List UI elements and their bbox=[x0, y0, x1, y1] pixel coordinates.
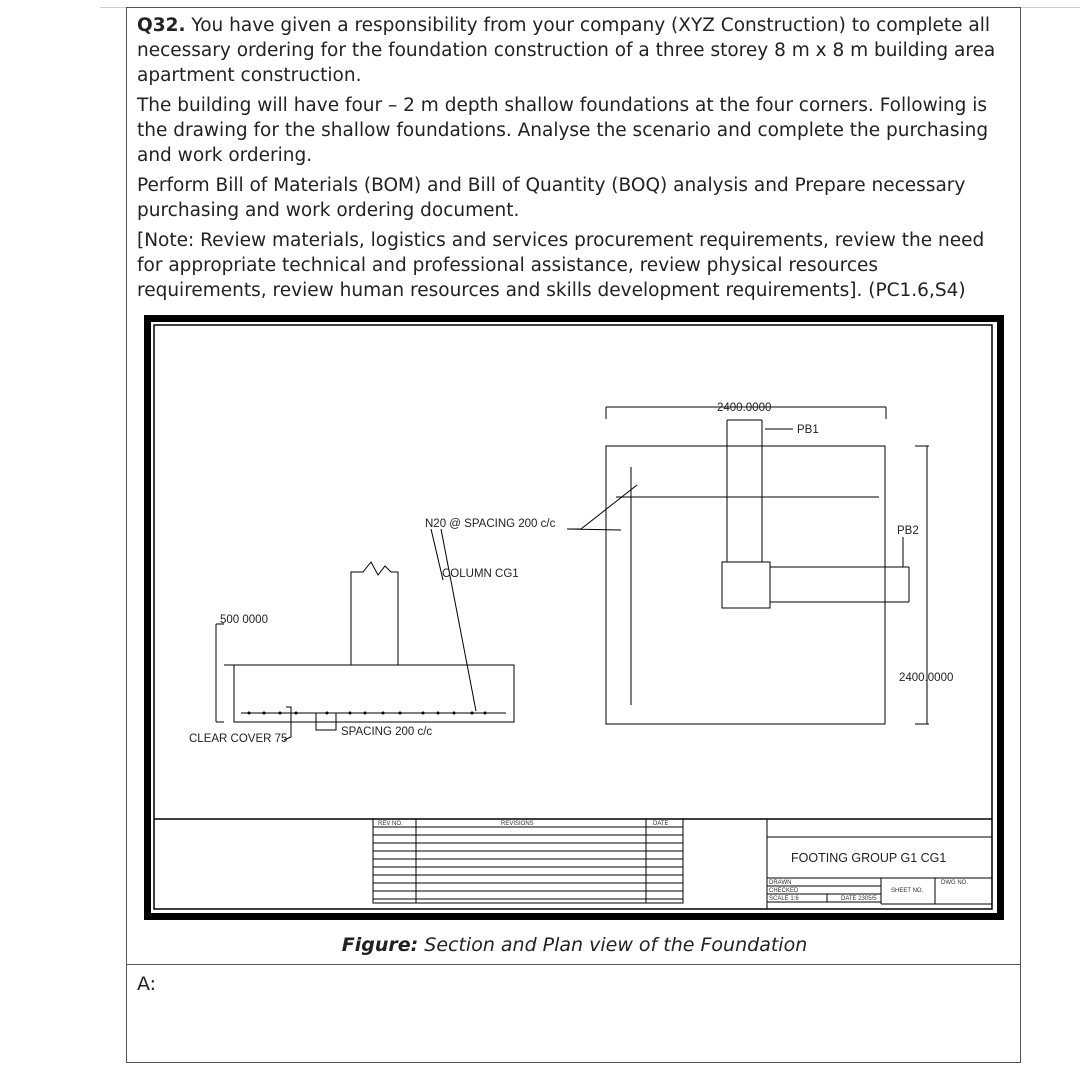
question-number: Q32. bbox=[137, 15, 186, 36]
pb1-label: PB1 bbox=[797, 424, 819, 436]
sheet-no-label: SHEET NO. bbox=[891, 888, 924, 894]
clear-cover-label: CLEAR COVER 75 bbox=[189, 733, 288, 745]
pb2-label: PB2 bbox=[897, 525, 919, 537]
question-intro: You have given a responsibility from your company (XYZ Construction) to complete all necessary ordering for the foundation construction of a three storey 8 m x 8 m building area apartment construction. bbox=[137, 15, 996, 86]
question-frame bbox=[126, 7, 1021, 1063]
revisions-header: REVISIONS bbox=[501, 821, 534, 827]
drawn-label: DRAWN bbox=[769, 880, 792, 886]
caption-prefix: Figure: bbox=[341, 934, 419, 956]
question-note: [Note: Review materials, logistics and services procurement requirements, review the need for appropriate technical and professional assistance, review physical resources requirements, review human resources and skills development requirements]. (PC1.6,S4) bbox=[137, 230, 985, 301]
question-paragraph-3: Perform Bill of Materials (BOM) and Bill of Quantity (BOQ) analysis and Prepare necessary purchasing and work ordering document. bbox=[137, 175, 966, 221]
dwg-no-label: DWG NO. bbox=[941, 880, 968, 886]
date-header: DATE bbox=[653, 821, 669, 827]
spacing-label: SPACING 200 c/c bbox=[341, 726, 433, 738]
question-paragraph-2: The building will have four – 2 m depth shallow foundations at the four corners. Following is the drawing for the shallow foundations. Analyse the scenario and complete the purchasing and work ordering. bbox=[137, 95, 989, 166]
section-view bbox=[216, 529, 514, 740]
rebar-leader bbox=[441, 529, 476, 711]
plan-height-dim: 2400.0000 bbox=[899, 672, 954, 684]
rebar-note: N20 @ SPACING 200 c/c bbox=[425, 518, 556, 530]
question-paragraph-1 bbox=[137, 13, 1007, 88]
date-value: DATE 2305/5 bbox=[841, 896, 877, 902]
inner-border bbox=[154, 325, 992, 909]
scale-label: SCALE 1:6 bbox=[769, 896, 799, 902]
rebar-note-leader bbox=[567, 485, 637, 530]
column-plan bbox=[722, 562, 770, 608]
checked-label: CHECKED bbox=[769, 888, 799, 894]
plan-view bbox=[606, 407, 929, 724]
column-label: COLUMN CG1 bbox=[442, 568, 519, 580]
rev-no-header: REV NO. bbox=[378, 821, 403, 827]
answer-label: A: bbox=[137, 973, 157, 995]
footing-plan bbox=[606, 446, 885, 724]
column-section bbox=[351, 562, 398, 665]
plan-width-dim: 2400.0000 bbox=[717, 402, 772, 414]
drawing-canvas bbox=[151, 322, 997, 913]
section-height-dim: 500 0000 bbox=[220, 614, 268, 626]
foundation-drawing bbox=[144, 315, 1004, 920]
drawing-title: FOOTING GROUP G1 CG1 bbox=[791, 851, 947, 865]
answer-divider bbox=[127, 964, 1020, 965]
question-text bbox=[137, 13, 1007, 308]
caption-text: Section and Plan view of the Foundation bbox=[424, 934, 808, 956]
figure-caption bbox=[127, 934, 1022, 956]
